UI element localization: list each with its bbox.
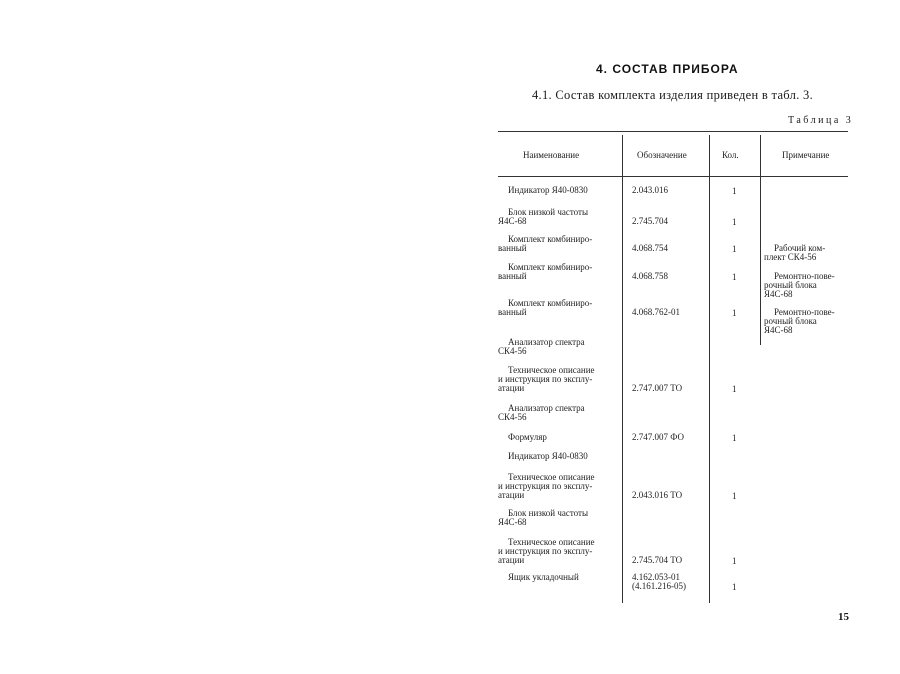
row-7-name-line: атации <box>498 383 525 393</box>
row-8-name-line: СК4-56 <box>498 412 527 422</box>
row-4-note-line: Я4С-68 <box>764 289 793 299</box>
row-12-name-line: Блок низкой частоты <box>508 508 589 518</box>
row-9-qty: 1 <box>732 433 737 443</box>
row-1-qty: 1 <box>732 186 737 196</box>
row-11-name-line: атации <box>498 490 525 500</box>
row-1-designation-line: 2.043.016 <box>632 185 668 195</box>
row-13-name-line: Техническое описание <box>508 537 595 547</box>
row-4-note-line: рочный блока <box>764 280 817 290</box>
row-3-note-line: плект СК4-56 <box>764 252 817 262</box>
row-5-qty: 1 <box>732 308 737 318</box>
row-2-qty: 1 <box>732 217 737 227</box>
row-5-name-line: ванный <box>498 307 527 317</box>
page-number: 15 <box>838 611 849 623</box>
column-divider-1 <box>622 135 623 603</box>
row-14-name-line: Ящик укладочный <box>508 572 579 582</box>
row-3-designation-line: 4.068.754 <box>632 243 668 253</box>
row-2-designation-line: 2.745.704 <box>632 216 668 226</box>
row-14-designation-line: 4.162.053-01 <box>632 572 680 582</box>
row-5-designation-line: 4.068.762-01 <box>632 307 680 317</box>
row-8-name-line: Анализатор спектра <box>508 403 585 413</box>
row-3-qty: 1 <box>732 244 737 254</box>
row-5-note-line: Ремонтно-пове- <box>774 307 835 317</box>
row-11-name-line: и инструкция по эксплу- <box>498 481 593 491</box>
row-13-qty: 1 <box>732 556 737 566</box>
row-12-name-line: Я4С-68 <box>498 517 527 527</box>
row-7-name-line: Техническое описание <box>508 365 595 375</box>
row-5-name-line: Комплект комбиниро- <box>508 298 593 308</box>
row-11-name-line: Техническое описание <box>508 472 595 482</box>
table-header-rule <box>498 176 848 177</box>
row-11-qty: 1 <box>732 491 737 501</box>
row-1-name-line: Индикатор Я40-0830 <box>508 185 588 195</box>
header-qty: Кол. <box>722 150 739 160</box>
row-6-name-line: Анализатор спектра <box>508 337 585 347</box>
row-7-designation-line: 2.747.007 ТО <box>632 383 683 393</box>
row-2-name-line: Блок низкой частоты <box>508 207 589 217</box>
row-13-name-line: атации <box>498 555 525 565</box>
row-11-designation-line: 2.043.016 ТО <box>632 490 683 500</box>
row-7-name-line: и инструкция по эксплу- <box>498 374 593 384</box>
table-label: Таблица 3 <box>788 115 854 126</box>
header-name: Наименование <box>523 150 580 160</box>
row-7-qty: 1 <box>732 384 737 394</box>
table-top-rule <box>498 131 848 132</box>
row-4-note-line: Ремонтно-пове- <box>774 271 835 281</box>
column-divider-2 <box>709 135 710 603</box>
section-heading: 4. СОСТАВ ПРИБОРА <box>596 62 739 76</box>
row-13-designation-line: 2.745.704 ТО <box>632 555 683 565</box>
row-13-name-line: и инструкция по эксплу- <box>498 546 593 556</box>
row-5-note-line: Я4С-68 <box>764 325 793 335</box>
row-3-name-line: Комплект комбиниро- <box>508 234 593 244</box>
row-3-name-line: ванный <box>498 243 527 253</box>
row-9-name-line: Формуляр <box>508 432 547 442</box>
intro-paragraph: 4.1. Состав комплекта изделия приведен в табл. 3. <box>532 88 814 102</box>
row-4-name-line: ванный <box>498 271 527 281</box>
row-10-name-line: Индикатор Я40-0830 <box>508 451 588 461</box>
row-14-qty: 1 <box>732 582 737 592</box>
row-5-note-line: рочный блока <box>764 316 817 326</box>
row-3-note-line: Рабочий ком- <box>774 243 826 253</box>
row-14-designation-line: (4.161.216-05) <box>632 581 686 591</box>
header-note: Примечание <box>782 150 830 160</box>
row-4-designation-line: 4.068.758 <box>632 271 668 281</box>
row-9-designation-line: 2.747.007 ФО <box>632 432 684 442</box>
row-4-name-line: Комплект комбиниро- <box>508 262 593 272</box>
header-designation: Обозначение <box>637 150 687 160</box>
column-divider-3 <box>760 135 761 345</box>
row-6-name-line: СК4-56 <box>498 346 527 356</box>
row-2-name-line: Я4С-68 <box>498 216 527 226</box>
row-4-qty: 1 <box>732 272 737 282</box>
